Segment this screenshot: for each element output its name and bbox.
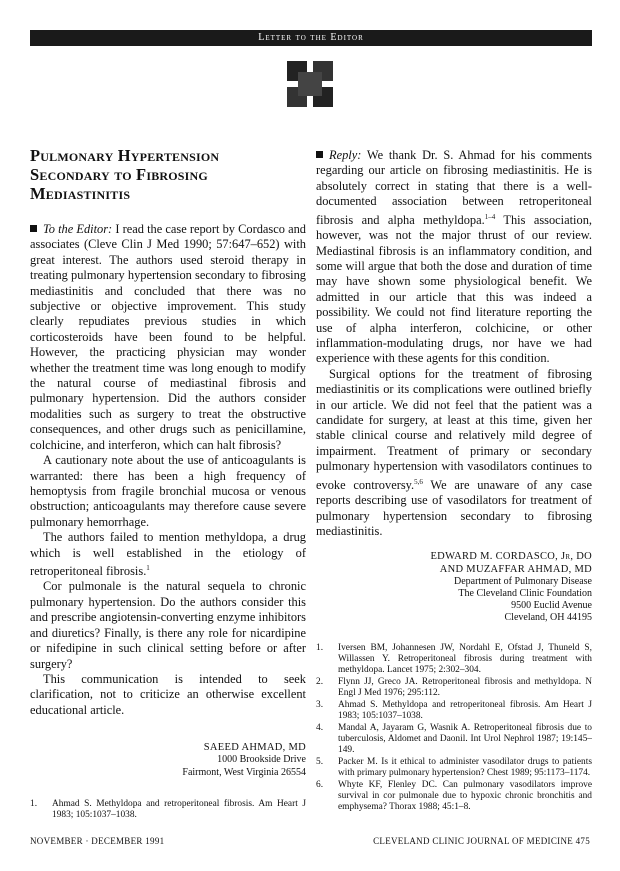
article-title: [30, 146, 306, 203]
reply-lead: Reply:: [329, 148, 362, 162]
letter-paragraph-1: To the Editor: I read the case report by Cordasco and associates (Cleve Clin J Med 1990; 57:647–652) with great interest. The authors used steroid therapy in treating pulmonary hypertension secondary to fibrosing mediastinitis and concluded that there was no subjective or objective improvement. This study clearly repudiates previous studies in which corticosteroids have been found to be helpful. However, the practicing physician may wonder whether the treatment time was long enough to modify the natural course of mediastinal fibrosis and pulmonary hypertension. Did the authors consider modalities such as surgery to treat the obstructive consequences, and other drugs such as penicillamine, colchicine, and interferon, which can halt fibrosis?: [30, 222, 306, 452]
citation-sup: 5,6: [414, 477, 423, 486]
author-address-line: The Cleveland Clinic Foundation: [458, 588, 592, 600]
reference-item: 3. Ahmad S. Methyldopa and retroperitoneal fibrosis. Am Heart J 1983; 105:1037–1038.: [316, 699, 592, 721]
reference-item: 1. Ahmad S. Methyldopa and retroperitoneal fibrosis. Am Heart J 1983; 105:1037–1038.: [30, 798, 306, 820]
author-address-line: 1000 Brookside Drive: [217, 754, 306, 766]
footer-date: NOVEMBER · DECEMBER 1991: [30, 836, 165, 846]
reply-column: [316, 148, 592, 814]
reply-references: [316, 643, 592, 814]
citation-sup: 1: [146, 563, 150, 572]
author-address-line: 9500 Euclid Avenue: [511, 600, 592, 612]
author-address-line: Department of Pulmonary Disease: [453, 575, 592, 587]
reference-item: 4. Mandal A, Jayaram G, Wasnik A. Retroperitoneal fibrosis due to tuberculosis, Aldomet and Daonil. Int Urol Nephrol 1987; 19:145–149.: [316, 722, 592, 755]
reply-paragraph-2: Surgical options for the treatment of fibrosing mediastinitis or its complications were outlined briefly in our article. We did not feel that the patient was a candidate for surgery, at least at this time, given her stable clinical course and relatively mild degree of impairment. Treatment of primary or secondary pulmonary hypertension with vasodilators continues to evoke controversy.$^{5,6}$ We are unaware of any case reports describing use of vasodilators for treatment of pulmonary hypertension secondary to fibrosing mediastinitis.: [316, 366, 592, 538]
journal-logo-icon: [284, 58, 336, 110]
letter-lead: To the Editor:: [43, 222, 113, 236]
bullet-square-icon: [30, 225, 37, 232]
reference-item: 2. Flynn JJ, Greco JA. Retroperitoneal fibrosis and methyldopa. N Engl J Med 1976; 295:112.: [316, 676, 592, 698]
bullet-square-icon: [316, 151, 323, 158]
letter-paragraph-2: A cautionary note about the use of anticoagulants is warranted: there has been a high frequency of hemoptysis from fragile bronchial mucosa or venous obstruction; anticoagulants may therefore cause severe pulmonary hemorrhage.: [30, 453, 306, 529]
author-address-line: Fairmont, West Virginia 26554: [182, 766, 306, 778]
reply-signature: [316, 551, 592, 624]
letter-references: [30, 799, 306, 821]
footer-journal: CLEVELAND CLINIC JOURNAL OF MEDICINE 475: [373, 836, 590, 846]
letter-signature: [30, 742, 306, 779]
letter-column: [30, 146, 306, 822]
letter-paragraph-3: The authors failed to mention methyldopa, a drug which is well established in the etiology of retroperitoneal fibrosis.$^1$: [30, 530, 306, 579]
author-name: AND MUZAFFAR AHMAD, MD: [439, 563, 592, 575]
reference-item: 1. Iversen BM, Johannesen JW, Nordahl E, Ofstad J, Thuneld S, Willassen Y. Retroperitoneal fibrosis during treatment with methyldopa. Lancet 1975; 2:302–304.: [316, 642, 592, 676]
section-banner-label: Letter to the Editor: [258, 32, 364, 43]
author-address-line: Cleveland, OH 44195: [504, 612, 592, 624]
author-name: EDWARD M. CORDASCO, Jr, DO: [430, 551, 592, 563]
title-line-1: Pulmonary Hypertension: [30, 146, 220, 165]
reference-item: 5. Packer M. Is it ethical to administer vasodilator drugs to patients with primary pulmonary hypertension? Chest 1989; 95:1173–1174.: [316, 756, 592, 778]
reply-paragraph-1: Reply: We thank Dr. S. Ahmad for his comments regarding our article on fibrosing mediastinitis. He is absolutely correct in stating that there is a well-documented association between retroperitoneal fibrosis and alpha methyldopa.$^{1-4}$ This association, however, was not the major thrust of our review. Mediastinal fibrosis is an inflammatory condition, and some will argue that both the dose and duration of time may have shown some physiological benefit. We admitted in our article that this was indeed a possibility. We could not find literature reporting the use of alpha interferon, colchicine, or other inflammation-modulating drugs, nor have we had experience with these agents for this condition.: [316, 148, 592, 366]
title-line-2: Secondary to Fibrosing: [30, 165, 208, 184]
letter-paragraph-5: This communication is intended to seek clarification, not to criticize an otherwise excellent educational article.: [30, 671, 306, 717]
letter-paragraph-4: Cor pulmonale is the natural sequela to chronic pulmonary hypertension. Do the authors consider this and prescribe angiotensin-converting enzyme inhibitors and diuretics? Finally, is there any role for nicardipine or nifedipine in such clinical setting before or after surgery?: [30, 579, 306, 671]
author-name: SAEED AHMAD, MD: [203, 742, 306, 754]
citation-sup: 1–4: [484, 212, 496, 221]
reference-item: 6. Whyte KF, Flenley DC. Can pulmonary vasodilators improve survival in cor pulmonale due to hypoxic chronic bronchitis and emphysema? Thorax 1988; 45:1–8.: [316, 779, 592, 812]
section-banner: [30, 30, 592, 46]
title-line-3: Mediastinitis: [30, 184, 131, 203]
